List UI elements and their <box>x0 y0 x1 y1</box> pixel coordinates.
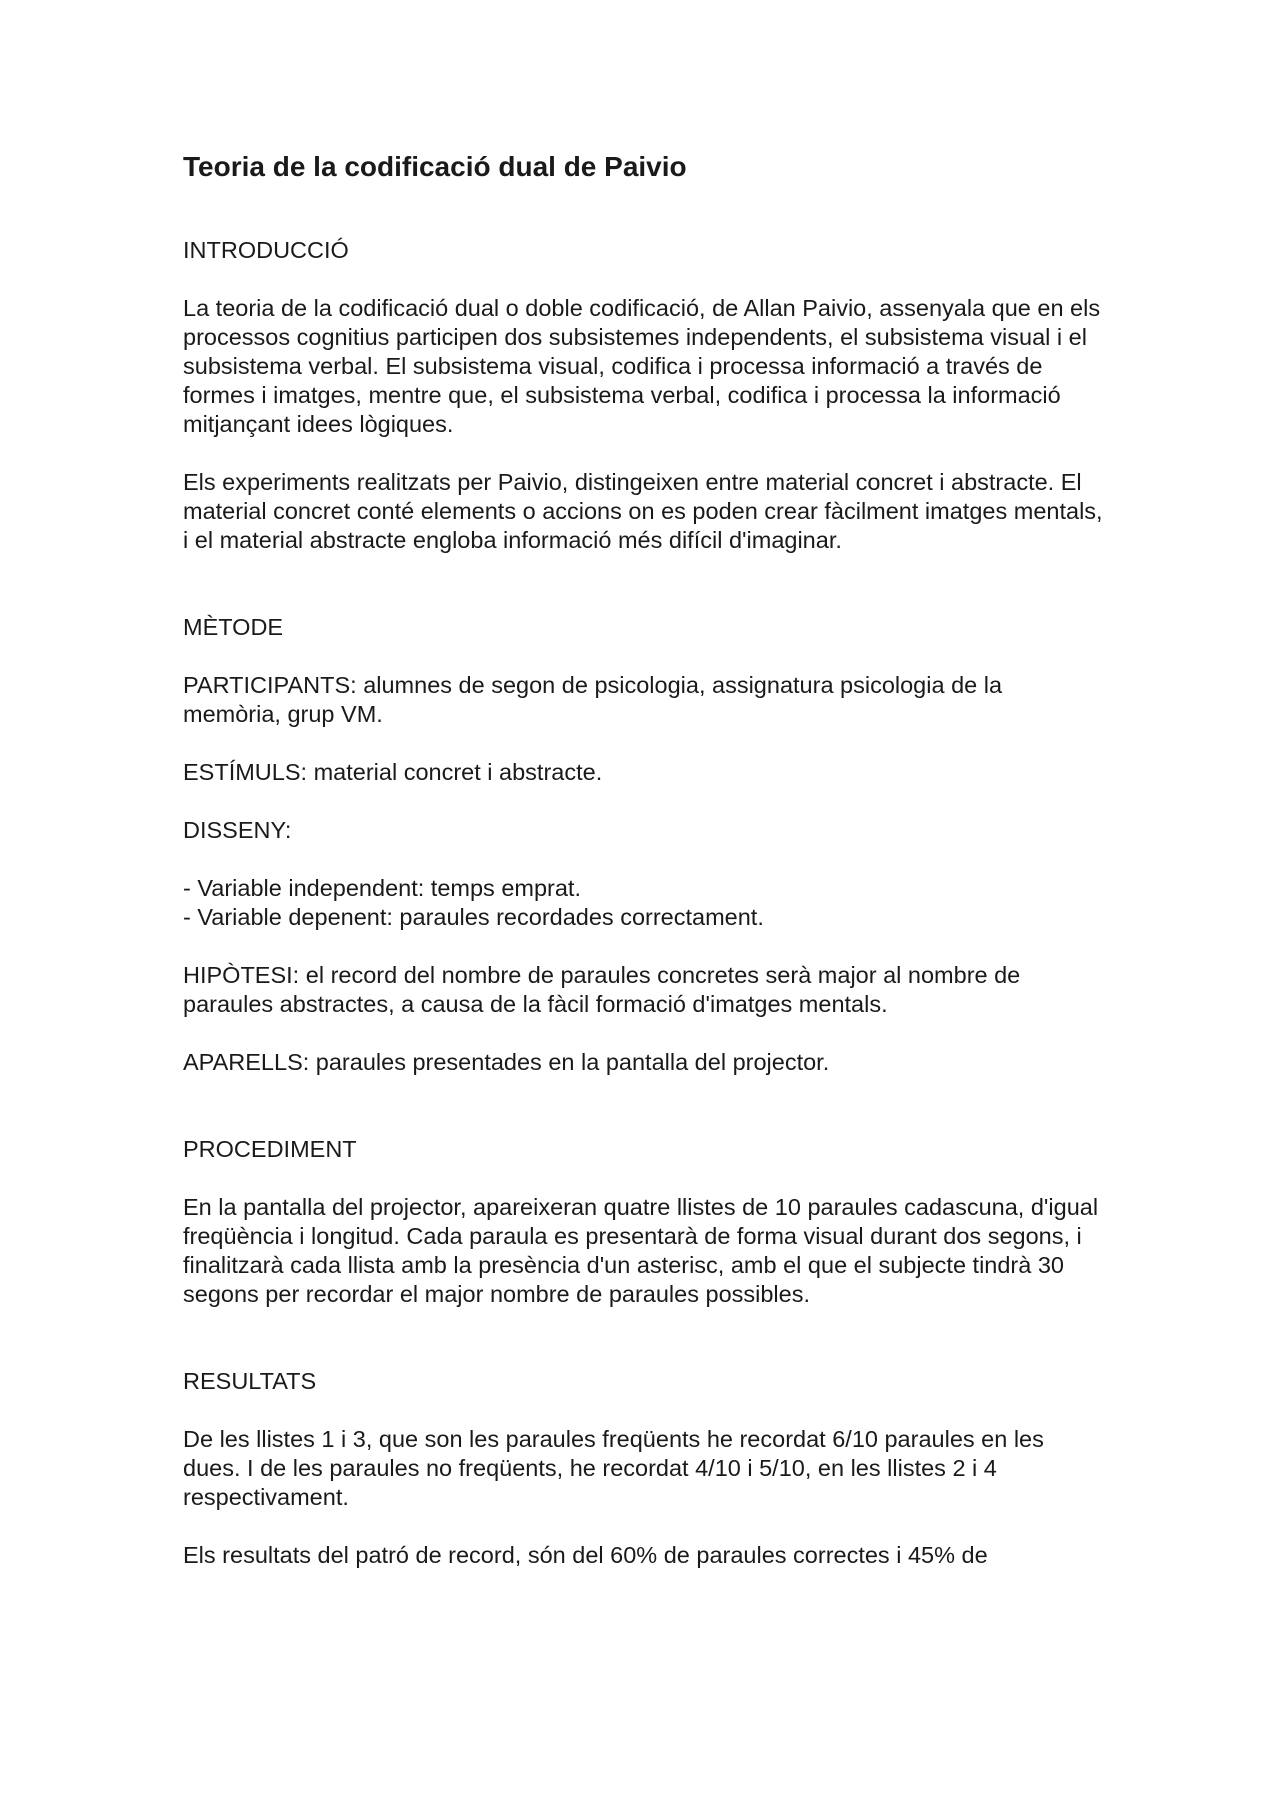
document-title: Teoria de la codificació dual de Paivio <box>183 151 687 182</box>
resultats-paragraph-2: Els resultats del patró de record, són del 60% de paraules correctes i 45% de <box>183 1542 988 1568</box>
variable-independent: - Variable independent: temps emprat. <box>183 875 581 901</box>
heading-introduccio: INTRODUCCIÓ <box>183 237 349 263</box>
heading-procediment: PROCEDIMENT <box>183 1136 357 1162</box>
metode-participants: PARTICIPANTS: alumnes de segon de psicologia, assignatura psicologia de la memòria, grup VM. <box>183 672 1003 727</box>
intro-paragraph-1: La teoria de la codificació dual o doble codificació, de Allan Paivio, assenyala que en els processos cognitius participen dos subsistemes independents, el subsistema visual i el subsistema verbal. El subsistema visual, codifica i processa informació a través de formes i imatges, mentre que, el subsistema verbal, codifica i processa la informació mitjançant idees lògiques. <box>183 295 1101 437</box>
variable-depenent: - Variable depenent: paraules recordades correctament. <box>183 904 764 930</box>
metode-disseny: DISSENY: <box>183 817 292 843</box>
intro-paragraph-2: Els experiments realitzats per Paivio, distingeixen entre material concret i abstracte. El material concret conté elements o accions on es poden crear fàcilment imatges mentals, i el material abstracte engloba informació més difícil d'imaginar. <box>183 469 1103 553</box>
resultats-paragraph-1: De les llistes 1 i 3, que son les paraules freqüents he recordat 6/10 paraules en les dues. I de les paraules no freqüents, he recordat 4/10 i 5/10, en les llistes 2 i 4 respectivament. <box>183 1426 1044 1510</box>
metode-estimuls: ESTÍMULS: material concret i abstracte. <box>183 759 603 785</box>
heading-resultats: RESULTATS <box>183 1368 317 1394</box>
metode-aparells: APARELLS: paraules presentades en la pantalla del projector. <box>183 1049 830 1075</box>
heading-metode: MÈTODE <box>183 614 284 640</box>
document-page <box>183 138 1103 1570</box>
procediment-text: En la pantalla del projector, apareixeran quatre llistes de 10 paraules cadascuna, d'igual freqüència i longitud. Cada paraula es presentarà de forma visual durant dos segons, i finalitzarà cada llista amb la presència d'un asterisc, amb el que el subjecte tindrà 30 segons per recordar el major nombre de paraules possibles. <box>183 1194 1099 1307</box>
metode-hipotesi: HIPÒTESI: el record del nombre de paraules concretes serà major al nombre de paraules abstractes, a causa de la fàcil formació d'imatges mentals. <box>183 962 1021 1017</box>
